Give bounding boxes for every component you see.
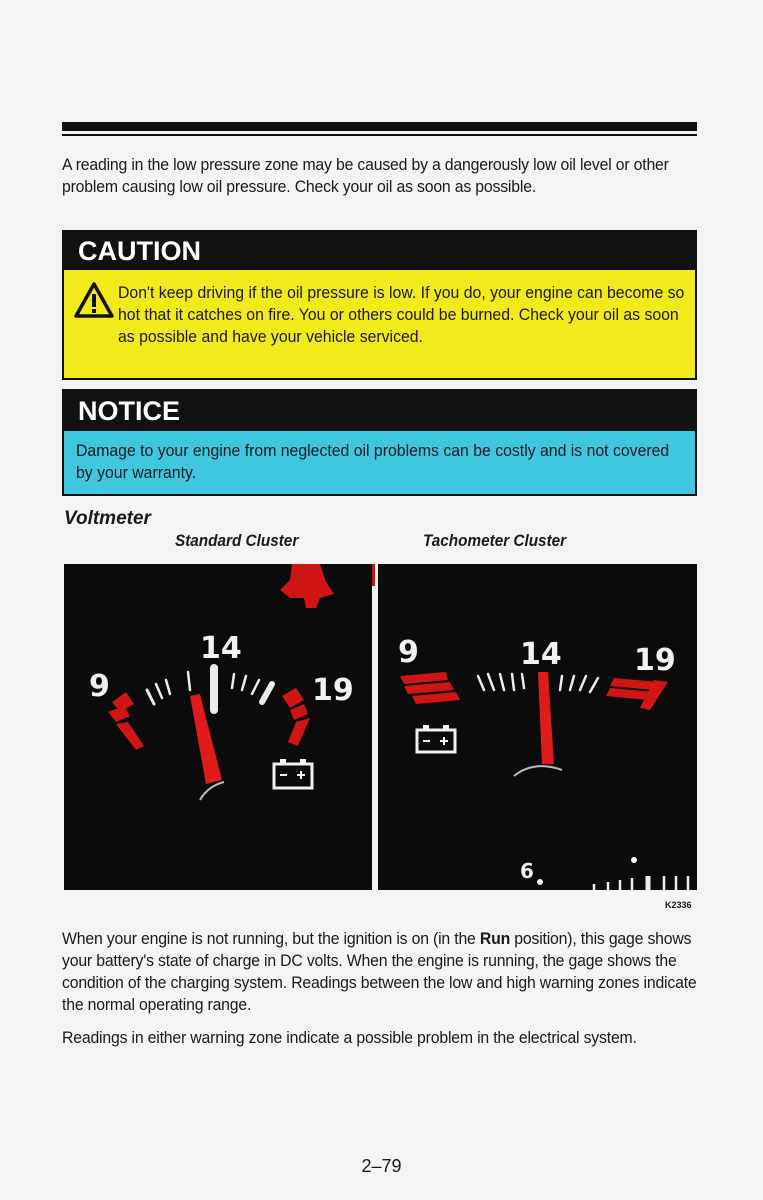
standard-mid-label: 14 <box>200 631 242 666</box>
caution-text: Don't keep driving if the oil pressure is low. If you do, your engine can become so hot that it catches on fire. You or others could be burned. Check your oil as soon as possible and have your vehicle serviced. <box>118 283 685 346</box>
header-rule-thick <box>62 122 697 131</box>
section-heading: Voltmeter <box>64 508 151 529</box>
warning-zone-paragraph: Readings in either warning zone indicate a possible problem in the electrical system. <box>62 1028 637 1047</box>
run-paragraph-end: position), this gage shows your battery's state of charge in DC volts. When the engine is running, the gage shows the condition of the charging system. Readings between the low and high warning zones indicate the normal operating range. <box>62 929 697 1014</box>
standard-low-label: 9 <box>89 669 110 704</box>
tach-high-label: 19 <box>634 643 676 678</box>
run-paragraph <box>62 928 698 1016</box>
notice-body <box>64 431 695 494</box>
run-paragraph-start: When your engine is not running, but the ignition is on (in the <box>62 929 480 948</box>
page-number: 2–79 <box>361 1156 402 1176</box>
tach-digit-label: 6 <box>520 859 534 883</box>
tach-low-label: 9 <box>398 635 419 670</box>
tach-mid-label: 14 <box>520 637 562 672</box>
voltmeter-figure <box>64 564 697 890</box>
caution-body <box>64 270 695 378</box>
notice-box <box>62 389 697 496</box>
run-position-term: Run <box>479 929 511 948</box>
intro-paragraph: A reading in the low pressure zone may be caused by a dangerously low oil level or other problem causing low oil pressure. Check your oil as soon as possible. <box>62 155 669 196</box>
standard-cluster-label: Standard Cluster <box>175 531 299 550</box>
notice-text: Damage to your engine from neglected oil problems can be costly and is not covered by your warranty. <box>76 441 670 482</box>
tachometer-cluster-label: Tachometer Cluster <box>423 531 567 550</box>
standard-high-label: 19 <box>312 673 354 708</box>
caution-title: CAUTION <box>64 232 695 270</box>
warning-triangle-icon <box>74 282 114 323</box>
caution-box <box>62 230 697 380</box>
figure-code: K2336 <box>665 900 692 910</box>
header-rule-thin <box>62 134 697 136</box>
notice-title: NOTICE <box>64 391 695 431</box>
